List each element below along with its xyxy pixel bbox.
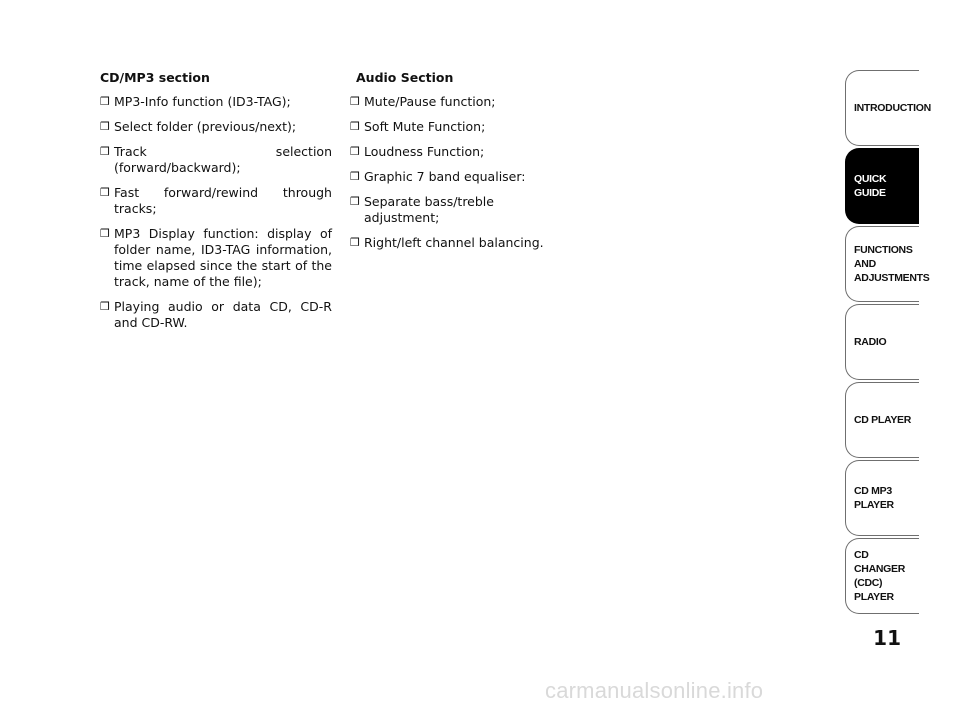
tab-introduction[interactable] xyxy=(845,70,931,146)
audio-section xyxy=(350,70,565,260)
section-title-audio: Audio Section xyxy=(356,70,454,85)
checkbox-bullet-icon: ❒ xyxy=(350,170,360,183)
cd-mp3-feature-list xyxy=(100,94,332,331)
list-item: ❒ Mute/Pause function; xyxy=(350,94,496,109)
checkbox-bullet-icon: ❒ xyxy=(100,186,110,199)
checkbox-bullet-icon: ❒ xyxy=(350,236,360,249)
cd-mp3-section xyxy=(100,70,332,340)
list-item: ❒ MP3 Display function: display of folder name, ID3-TAG information, time elapsed since the start of the track, name of the file); xyxy=(100,226,332,289)
list-item: ❒ Soft Mute Function; xyxy=(350,119,486,134)
list-item: ❒ Separate bass/treble adjustment; xyxy=(350,194,494,225)
tab-label: CD MP3 PLAYER xyxy=(854,485,894,511)
list-item: ❒ Track selection (forward/backward); xyxy=(100,144,332,175)
checkbox-bullet-icon: ❒ xyxy=(350,195,360,208)
list-item: ❒ Right/left channel balancing. xyxy=(350,235,544,250)
tab-label: RADIO xyxy=(854,336,887,348)
checkbox-bullet-icon: ❒ xyxy=(100,145,110,158)
section-title-cd-mp3: CD/MP3 section xyxy=(100,70,210,85)
tab-cd-mp3-player[interactable] xyxy=(845,460,919,536)
chapter-tabs xyxy=(845,70,931,616)
tab-functions-and-adjustments[interactable] xyxy=(845,226,930,302)
tab-quick-guide[interactable] xyxy=(845,148,919,224)
checkbox-bullet-icon: ❒ xyxy=(350,95,360,108)
list-item: ❒ Playing audio or data CD, CD-R and CD-RW. xyxy=(100,299,332,330)
list-item: ❒ Loudness Function; xyxy=(350,144,485,159)
checkbox-bullet-icon: ❒ xyxy=(350,120,360,133)
tab-label: FUNCTIONS AND ADJUSTMENTS xyxy=(854,244,930,284)
tab-cd-changer-player[interactable] xyxy=(845,538,919,614)
watermark: carmanualsonline.info xyxy=(545,678,764,703)
checkbox-bullet-icon: ❒ xyxy=(350,145,360,158)
checkbox-bullet-icon: ❒ xyxy=(100,300,110,313)
audio-feature-list xyxy=(350,94,565,251)
tab-label: CD PLAYER xyxy=(854,414,912,426)
list-item: ❒ Select folder (previous/next); xyxy=(100,119,297,134)
tab-radio[interactable] xyxy=(845,304,919,380)
list-item: ❒ MP3-Info function (ID3-TAG); xyxy=(100,94,291,109)
list-item: ❒ Fast forward/rewind through tracks; xyxy=(100,185,332,216)
checkbox-bullet-icon: ❒ xyxy=(100,95,110,108)
tab-cd-player[interactable] xyxy=(845,382,919,458)
tab-label: QUICK GUIDE xyxy=(854,173,887,199)
checkbox-bullet-icon: ❒ xyxy=(100,120,110,133)
list-item: ❒ Graphic 7 band equaliser: xyxy=(350,169,526,184)
tab-label: CD CHANGER (CDC) PLAYER xyxy=(854,549,905,603)
tab-label: INTRODUCTION xyxy=(854,102,931,114)
page-number: 11 xyxy=(873,626,901,650)
checkbox-bullet-icon: ❒ xyxy=(100,227,110,240)
